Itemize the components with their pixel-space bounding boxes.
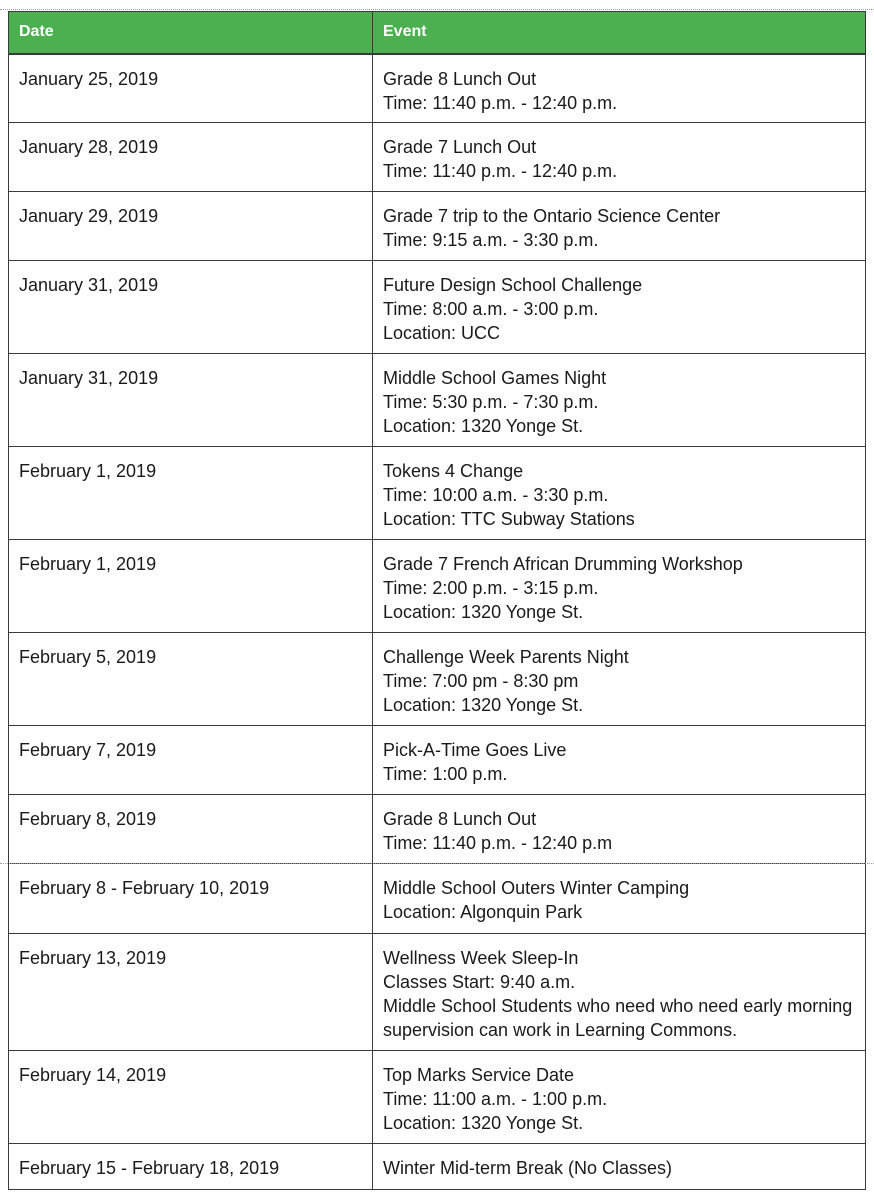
event-title: Tokens 4 Change <box>383 461 524 481</box>
event-detail: Location: 1320 Yonge St. <box>383 416 584 436</box>
event-title: Winter Mid-term Break (No Classes) <box>383 1158 673 1178</box>
event-title: Future Design School Challenge <box>383 275 643 295</box>
row-event <box>373 54 866 123</box>
table-row <box>9 1051 866 1144</box>
row-event <box>373 795 866 864</box>
event-note: Middle School Students who need who need early morning supervision can work in Learning Commons. <box>383 996 853 1040</box>
event-detail: Location: 1320 Yonge St. <box>383 695 584 715</box>
event-title: Middle School Games Night <box>383 368 607 388</box>
row-event <box>373 1051 866 1144</box>
event-title: Pick-A-Time Goes Live <box>383 740 567 760</box>
event-title: Top Marks Service Date <box>383 1065 575 1085</box>
event-detail: Time: 9:15 a.m. - 3:30 p.m. <box>383 230 599 250</box>
event-title: Grade 8 Lunch Out <box>383 68 537 89</box>
event-title: Challenge Week Parents Night <box>383 647 629 667</box>
row-date: January 28, 2019 <box>9 123 373 192</box>
event-detail: Time: 11:40 p.m. - 12:40 p.m <box>383 833 613 853</box>
row-date: January 31, 2019 <box>9 354 373 447</box>
row-event <box>373 447 866 540</box>
table-row <box>9 864 866 934</box>
event-detail: Time: 8:00 a.m. - 3:00 p.m. <box>383 299 599 319</box>
table-row <box>9 54 866 123</box>
event-detail: Location: UCC <box>383 323 501 343</box>
event-title: Grade 7 French African Drumming Workshop <box>383 554 743 574</box>
row-event <box>373 354 866 447</box>
table-row <box>9 1144 866 1190</box>
row-date: January 29, 2019 <box>9 192 373 261</box>
event-detail: Time: 11:40 p.m. - 12:40 p.m. <box>383 161 618 181</box>
table-row <box>9 123 866 192</box>
row-event <box>373 726 866 795</box>
table-row <box>9 354 866 447</box>
table-row <box>9 934 866 1051</box>
header-date: Date <box>9 12 373 54</box>
event-detail: Location: Algonquin Park <box>383 902 583 922</box>
table-header-row <box>9 12 866 54</box>
row-event <box>373 1144 866 1190</box>
table-row <box>9 726 866 795</box>
row-date: February 7, 2019 <box>9 726 373 795</box>
row-date: February 15 - February 18, 2019 <box>9 1144 373 1190</box>
row-date: February 5, 2019 <box>9 633 373 726</box>
table-row <box>9 540 866 633</box>
row-date: February 13, 2019 <box>9 934 373 1051</box>
row-event <box>373 633 866 726</box>
row-date: February 8 - February 10, 2019 <box>9 864 373 934</box>
event-detail: Time: 10:00 a.m. - 3:30 p.m. <box>383 485 609 505</box>
event-detail: Time: 1:00 p.m. <box>383 764 508 784</box>
page-dotted-divider-top <box>0 9 874 10</box>
event-title: Grade 7 trip to the Ontario Science Center <box>383 206 721 226</box>
event-detail: Time: 5:30 p.m. - 7:30 p.m. <box>383 392 599 412</box>
row-event <box>373 123 866 192</box>
page-dotted-divider-break <box>0 863 874 864</box>
event-detail: Time: 7:00 pm - 8:30 pm <box>383 671 579 691</box>
table-row <box>9 633 866 726</box>
row-date: February 8, 2019 <box>9 795 373 864</box>
event-title: Grade 7 Lunch Out <box>383 137 537 157</box>
row-event <box>373 261 866 354</box>
row-date: January 25, 2019 <box>9 54 373 123</box>
row-event <box>373 934 866 1051</box>
row-event <box>373 864 866 934</box>
event-title: Middle School Outers Winter Camping <box>383 878 690 898</box>
row-date: February 14, 2019 <box>9 1051 373 1144</box>
event-title: Wellness Week Sleep-In <box>383 948 579 968</box>
event-detail: Location: 1320 Yonge St. <box>383 602 584 622</box>
row-date: February 1, 2019 <box>9 540 373 633</box>
event-detail: Time: 11:00 a.m. - 1:00 p.m. <box>383 1089 608 1109</box>
table-row <box>9 192 866 261</box>
event-detail: Location: 1320 Yonge St. <box>383 1113 584 1133</box>
table-row <box>9 795 866 864</box>
event-detail: Time: 2:00 p.m. - 3:15 p.m. <box>383 578 599 598</box>
header-event: Event <box>373 12 866 54</box>
event-title: Grade 8 Lunch Out <box>383 809 537 829</box>
row-date: January 31, 2019 <box>9 261 373 354</box>
event-detail: Classes Start: 9:40 a.m. <box>383 972 576 992</box>
event-detail: Time: 11:40 p.m. - 12:40 p.m. <box>383 92 618 113</box>
events-table <box>8 11 866 1190</box>
table-row <box>9 447 866 540</box>
table-row <box>9 261 866 354</box>
event-detail: Location: TTC Subway Stations <box>383 509 635 529</box>
row-event <box>373 540 866 633</box>
row-date: February 1, 2019 <box>9 447 373 540</box>
row-event <box>373 192 866 261</box>
